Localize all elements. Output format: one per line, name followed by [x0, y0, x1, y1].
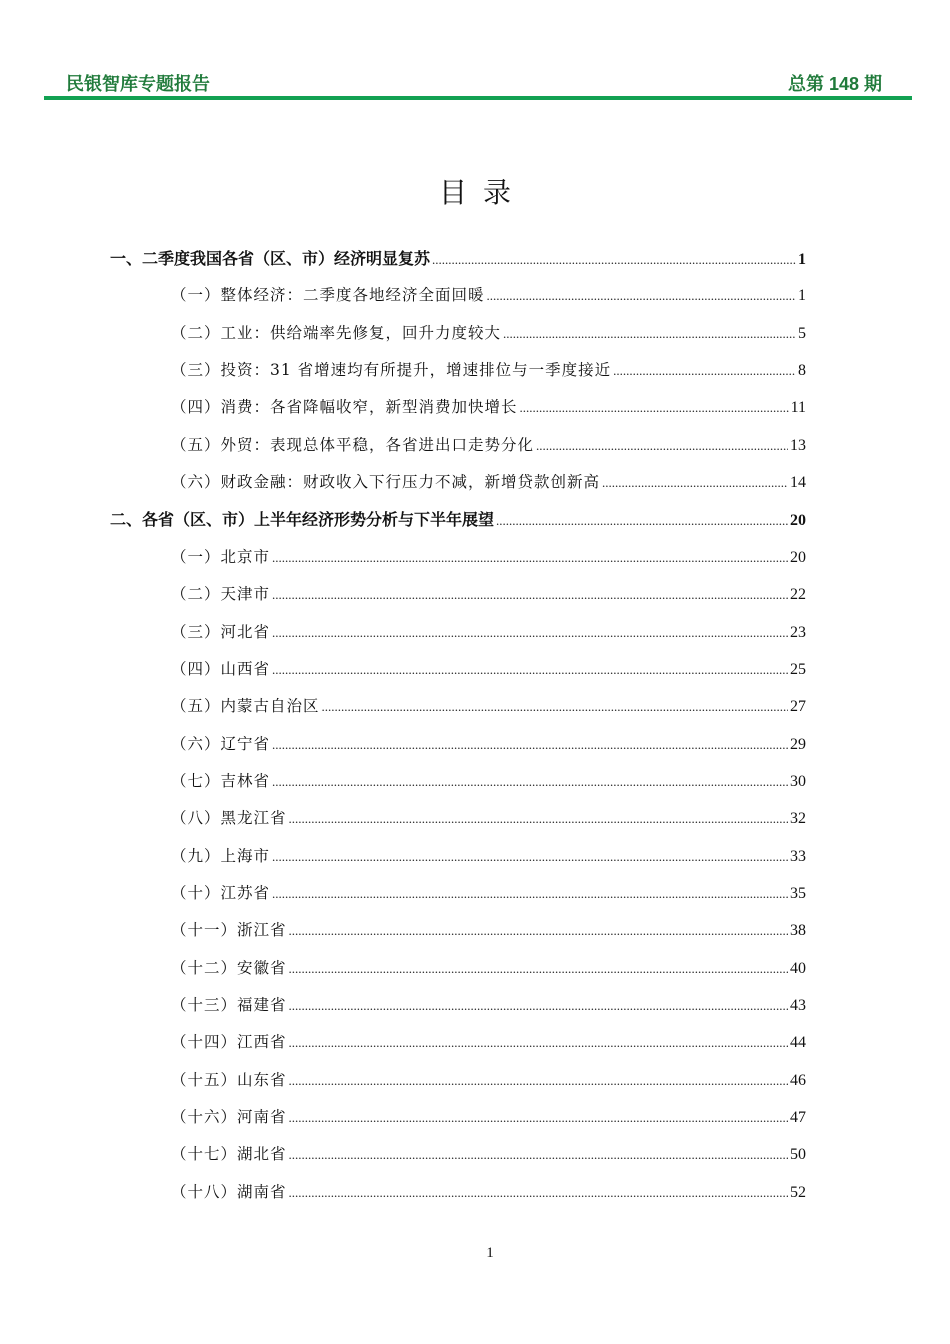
report-series-title: 民银智库专题报告: [66, 74, 210, 94]
toc-dot-leader: [613, 352, 796, 389]
toc-entry[interactable]: [171, 987, 806, 1024]
toc-dot-leader: [289, 950, 788, 987]
toc-entry-page: 5: [798, 324, 806, 342]
toc-entry[interactable]: [171, 464, 806, 501]
toc-entry-page: 14: [790, 474, 806, 492]
toc-entry[interactable]: [171, 651, 806, 688]
toc-entry-label: 二、各省（区、市）上半年经济形势分析与下半年展望: [110, 510, 495, 530]
toc-entry-label: （一）整体经济：二季度各地经济全面回暖: [171, 286, 485, 305]
toc-entry-label: （十六）河南省: [171, 1108, 287, 1127]
toc-entry[interactable]: [171, 688, 806, 725]
toc-entry[interactable]: [171, 950, 806, 987]
toc-dot-leader: [272, 539, 788, 576]
toc-entry[interactable]: [171, 875, 806, 912]
toc-entry-label: （八）黑龙江省: [171, 809, 287, 828]
toc-entry[interactable]: [171, 614, 806, 651]
toc-entry[interactable]: [171, 912, 806, 949]
toc-entry[interactable]: [110, 240, 806, 277]
toc-entry[interactable]: [171, 576, 806, 613]
toc-entry-label: （二）天津市: [171, 585, 271, 604]
toc-entry-page: 35: [790, 884, 806, 902]
toc-dot-leader: [536, 427, 788, 464]
toc-entry-page: 27: [790, 698, 806, 716]
toc-dot-leader: [289, 1024, 788, 1061]
toc-entry-label: （十三）福建省: [171, 996, 287, 1014]
toc-entry-label: （五）内蒙古自治区: [171, 697, 320, 716]
toc-entry-label: （十二）安徽省: [171, 958, 287, 977]
toc-dot-leader: [289, 800, 788, 837]
toc-entry-page: 30: [790, 772, 806, 790]
toc-dot-leader: [289, 987, 788, 1024]
toc-entry-label: （三）河北省: [171, 622, 271, 641]
toc-dot-leader: [272, 875, 788, 912]
toc-entry-page: 43: [790, 997, 806, 1014]
toc-dot-leader: [289, 1099, 788, 1136]
toc-entry-page: 20: [790, 512, 806, 530]
toc-entry-label: （三）投资：31 省增速均有所提升，增速排位与一季度接近: [171, 361, 612, 380]
toc-entry-page: 29: [790, 735, 806, 753]
toc-entry-page: 33: [790, 847, 806, 865]
page-header: [44, 66, 912, 96]
toc-entry[interactable]: [171, 1174, 806, 1211]
toc-entry-page: 40: [790, 959, 806, 977]
toc-entry-label: （九）上海市: [171, 846, 271, 865]
toc-entry-label: （六）辽宁省: [171, 734, 271, 753]
toc-dot-leader: [272, 651, 788, 688]
toc-entry-page: 52: [790, 1183, 806, 1201]
toc-entry-page: 50: [790, 1146, 806, 1164]
toc-entry[interactable]: [171, 800, 806, 837]
toc-dot-leader: [289, 1136, 788, 1173]
toc-entry[interactable]: [171, 763, 806, 800]
toc-entry-page: 20: [790, 548, 806, 566]
toc-entry-page: 22: [790, 586, 806, 604]
toc-entry[interactable]: [171, 838, 806, 875]
toc-entry[interactable]: [110, 501, 806, 538]
toc-entry-page: 32: [790, 810, 806, 828]
toc-entry-page: 44: [790, 1034, 806, 1052]
toc-dot-leader: [272, 838, 788, 875]
toc-dot-leader: [487, 277, 796, 314]
toc-entry[interactable]: [171, 1136, 806, 1173]
page-title: 目录: [438, 176, 527, 209]
toc-dot-leader: [520, 389, 789, 426]
toc-entry[interactable]: [171, 1062, 806, 1099]
toc-entry-label: （十）江苏省: [171, 883, 271, 902]
toc-entry-label: （十七）湖北省: [171, 1145, 287, 1164]
toc-entry-page: 1: [798, 287, 806, 305]
toc-entry-label: （四）消费：各省降幅收窄，新型消费加快增长: [171, 398, 518, 417]
toc-entry-label: （十一）浙江省: [171, 921, 287, 940]
toc-entry[interactable]: [171, 1099, 806, 1136]
toc-entry[interactable]: [171, 277, 806, 314]
toc-entry[interactable]: [171, 352, 806, 389]
toc-entry-label: （一）北京市: [171, 547, 271, 566]
toc-dot-leader: [503, 315, 796, 352]
toc-entry-label: （四）山西省: [171, 659, 271, 678]
toc-entry-label: （十四）江西省: [171, 1033, 287, 1052]
toc-entry-label: （二）工业：供给端率先修复，回升力度较大: [171, 323, 502, 342]
toc-entry-page: 47: [790, 1109, 806, 1127]
toc-entry-page: 46: [790, 1071, 806, 1089]
toc-entry[interactable]: [171, 427, 806, 464]
toc-entry-page: 1: [798, 251, 806, 268]
toc-entry[interactable]: [171, 539, 806, 576]
toc-dot-leader: [602, 464, 788, 501]
toc-entry-label: （六）财政金融：财政收入下行压力不减，新增贷款创新高: [171, 473, 601, 492]
page-number: 1: [486, 1245, 494, 1261]
toc-entry[interactable]: [171, 1024, 806, 1061]
toc-dot-leader: [272, 726, 788, 763]
toc-dot-leader: [432, 241, 796, 278]
toc-entry-label: （五）外贸：表现总体平稳，各省进出口走势分化: [171, 435, 535, 454]
toc-entry[interactable]: [171, 389, 806, 426]
toc-entry-page: 25: [790, 660, 806, 678]
toc-entry-label: （十五）山东省: [171, 1070, 287, 1089]
toc-entry-page: 23: [790, 623, 806, 641]
toc-entry-page: 8: [798, 362, 806, 380]
toc-entry-page: 13: [790, 436, 806, 454]
toc-dot-leader: [496, 502, 788, 539]
toc-dot-leader: [289, 912, 788, 949]
toc-entry-page: 11: [790, 399, 806, 417]
toc-dot-leader: [272, 763, 788, 800]
toc-dot-leader: [289, 1174, 788, 1211]
issue-number: 总第 148 期: [787, 74, 882, 94]
toc-entry-label: （七）吉林省: [171, 771, 271, 790]
toc-entry[interactable]: [171, 315, 806, 352]
toc-entry[interactable]: [171, 726, 806, 763]
toc-dot-leader: [272, 576, 788, 613]
toc-entry-label: 一、二季度我国各省（区、市）经济明显复苏: [110, 249, 431, 268]
toc-dot-leader: [289, 1062, 788, 1099]
toc-dot-leader: [272, 614, 788, 651]
header-rule: [44, 96, 912, 100]
toc-dot-leader: [322, 688, 788, 725]
toc-entry-label: （十八）湖南省: [171, 1182, 287, 1201]
toc-entry-page: 38: [790, 922, 806, 940]
